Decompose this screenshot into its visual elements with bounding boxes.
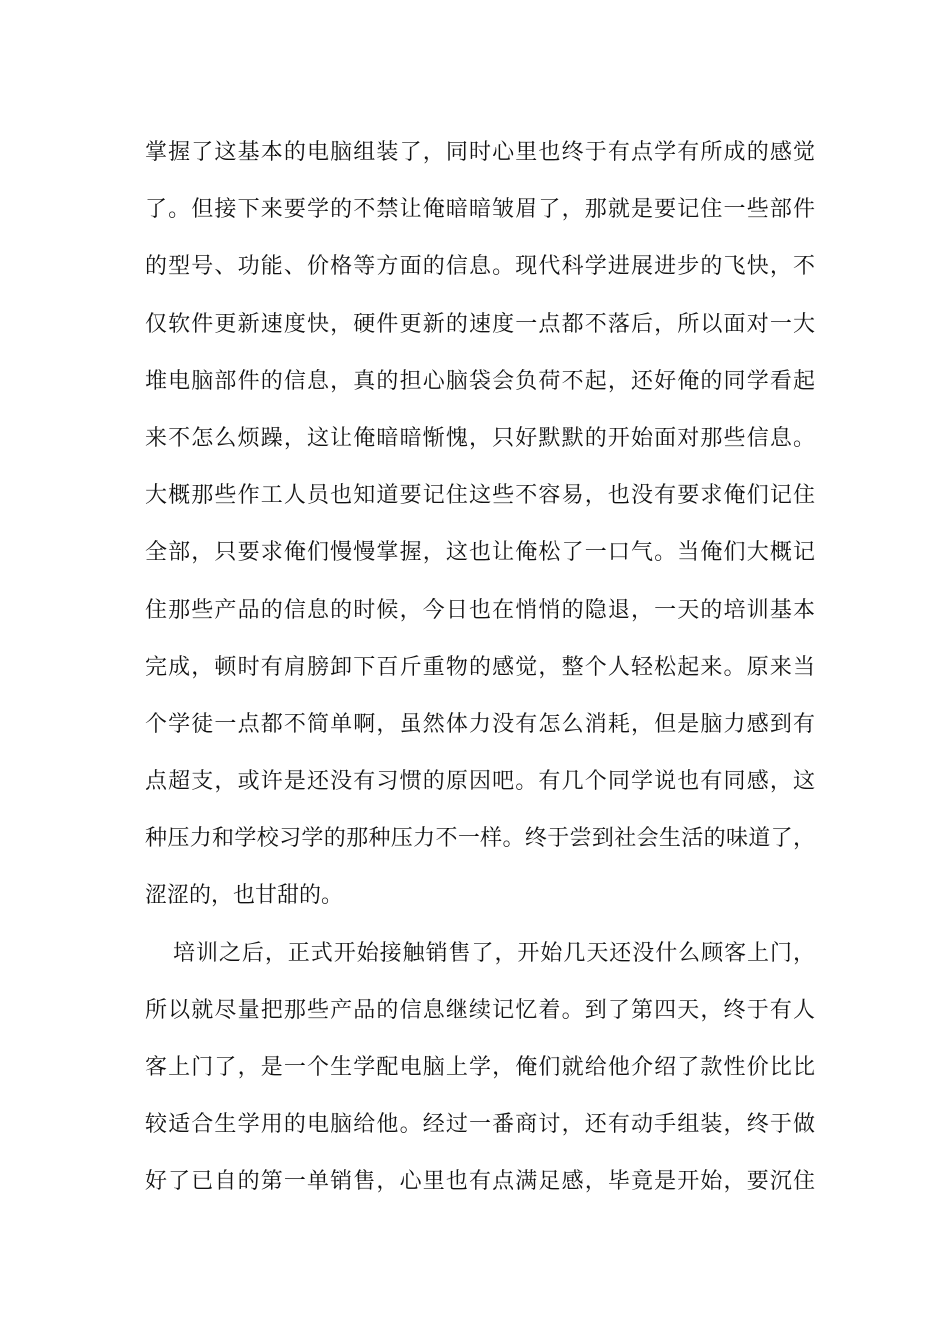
text-line: 了。但接下来要学的不禁让俺暗暗皱眉了，那就是要记住一些部件 <box>145 197 815 223</box>
text-line: 完成，顿时有肩膀卸下百斤重物的感觉，整个人轻松起来。原来当 <box>145 654 815 680</box>
text-line: 来不怎么烦躁，这让俺暗暗惭愧，只好默默的开始面对那些信息。 <box>145 425 815 451</box>
text-line: 掌握了这基本的电脑组装了，同时心里也终于有点学有所成的感觉 <box>145 140 815 165</box>
text-line: 仅软件更新速度快，硬件更新的速度一点都不落后，所以面对一大 <box>145 311 815 337</box>
text-line: 好了已自的第一单销售，心里也有点满足感，毕竟是开始，要沉住 <box>145 1169 815 1195</box>
text-line: 住那些产品的信息的时候，今日也在悄悄的隐退，一天的培训基本 <box>145 597 815 623</box>
text-line: 所以就尽量把那些产品的信息继续记忆着。到了第四天，终于有人 <box>145 997 815 1023</box>
text-line: 个学徒一点都不简单啊，虽然体力没有怎么消耗，但是脑力感到有 <box>145 711 815 737</box>
text-line: 较适合生学用的电脑给他。经过一番商讨，还有动手组装，终于做 <box>145 1112 815 1138</box>
text-line: 堆电脑部件的信息，真的担心脑袋会负荷不起，还好俺的同学看起 <box>145 368 815 394</box>
text-line: 的型号、功能、价格等方面的信息。现代科学进展进步的飞快，不 <box>145 254 815 280</box>
text-line: 种压力和学校习学的那种压力不一样。终于尝到社会生活的味道了， <box>145 826 815 852</box>
text-line: 全部，只要求俺们慢慢掌握，这也让俺松了一口气。当俺们大概记 <box>145 540 815 566</box>
text-line: 点超支，或许是还没有习惯的原因吧。有几个同学说也有同感，这 <box>145 769 815 795</box>
text-line: 客上门了，是一个生学配电脑上学，俺们就给他介绍了款性价比比 <box>145 1055 815 1080</box>
text-line: 大概那些作工人员也知道要记住这些不容易，也没有要求俺们记住 <box>145 483 815 509</box>
body-text <box>145 124 815 1211</box>
text-line: 涩涩的，也甘甜的。 <box>145 883 344 909</box>
text-line: 培训之后，正式开始接触销售了，开始几天还没什么顾客上门， <box>173 940 815 966</box>
